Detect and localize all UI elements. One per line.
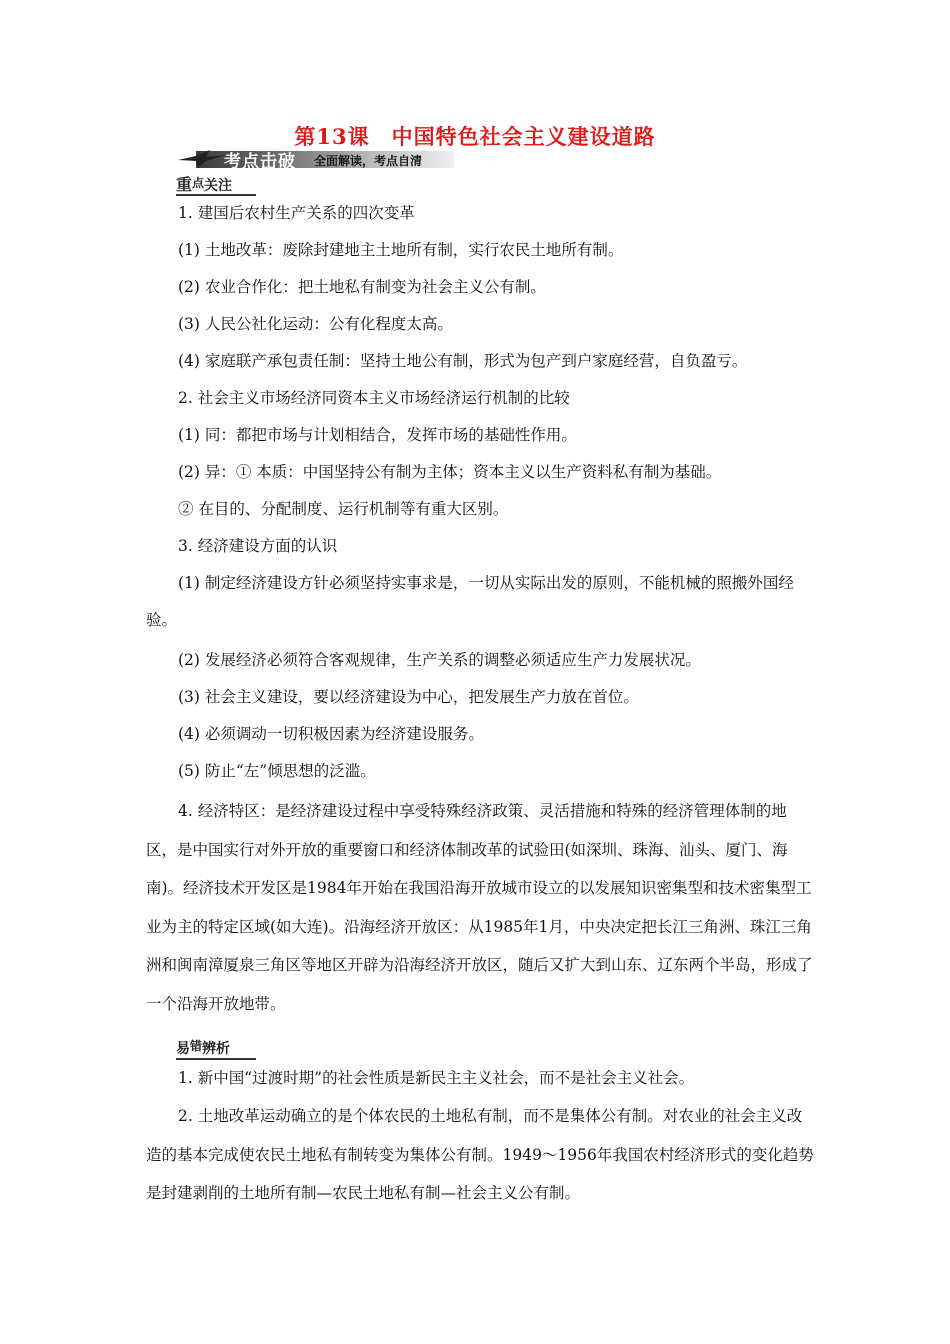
paragraph: (3) 社会主义建设，要以经济建设为中心，把发展生产力放在首位。 — [178, 688, 639, 706]
banner-subtitle: 全面解读，考点自清 — [314, 154, 423, 168]
paragraph: (4) 必须调动一切积极因素为经济建设服务。 — [178, 725, 484, 743]
paragraph: (1) 土地改革：废除封建地主土地所有制，实行农民土地所有制。 — [178, 241, 624, 259]
paragraph: (5) 防止“左”倾思想的泛滥。 — [178, 762, 376, 780]
paragraph: 2. 土地改革运动确立的是个体农民的土地私有制，而不是集体公有制。对农业的社会主义改造的基本完成使农民土地私有制转变为集体公有制。1949～1956年我国农村经济形式的变化趋势是封建剥削的土地所有制—农民土地私有制—社会主义公有制。 — [146, 1107, 814, 1202]
section-banner — [176, 146, 454, 172]
paragraph: (2) 异：① 本质：中国坚持公有制为主体；资本主义以生产资料私有制为基础。 — [178, 463, 722, 481]
paragraph: (2) 发展经济必须符合客观规律，生产关系的调整必须适应生产力发展状况。 — [178, 651, 701, 669]
paragraph: (1) 制定经济建设方针必须坚持实事求是，一切从实际出发的原则，不能机械的照搬外国经验。 — [146, 574, 794, 629]
paragraph: (1) 同：都把市场与计划相结合，发挥市场的基础性作用。 — [178, 426, 577, 444]
paragraph: (4) 家庭联产承包责任制：坚持土地公有制，形式为包产到户家庭经营，自负盈亏。 — [178, 352, 748, 370]
paragraph: 1. 新中国“过渡时期”的社会性质是新民主主义社会，而不是社会主义社会。 — [178, 1069, 695, 1087]
paragraph: 2. 社会主义市场经济同资本主义市场经济运行机制的比较 — [178, 389, 570, 407]
paragraph: ② 在目的、分配制度、运行机制等有重大区别。 — [178, 500, 509, 518]
paragraph: 1. 建国后农村生产关系的四次变革 — [178, 204, 415, 222]
paragraph: 3. 经济建设方面的认识 — [178, 537, 338, 555]
focus-heading: 重点关注 — [176, 172, 232, 195]
paragraph: (3) 人民公社化运动：公有化程度太高。 — [178, 315, 453, 333]
page-title: 第13课 中国特色社会主义建设道路 — [294, 124, 656, 149]
banner-label: 考点击破 — [224, 152, 296, 172]
errors-heading: 易错辨析 — [176, 1038, 230, 1058]
paragraph: (2) 农业合作化：把土地私有制变为社会主义公有制。 — [178, 278, 546, 296]
paragraph: 4. 经济特区：是经济建设过程中享受特殊经济政策、灵活措施和特殊的经济管理体制的地区，是中国实行对外开放的重要窗口和经济体制改革的试验田(如深圳、珠海、汕头、厦门、海南)。经济技术开发区是1984年开始在我国沿海开放城市设立的以发展知识密集型和技术密集型工业为主的特定区域(如大连)。沿海经济开放区：从1985年1月，中央决定把长江三角洲、珠江三角洲和闽南漳厦泉三角区等地区开辟为沿海经济开放区，随后又扩大到山东、辽东两个半岛，形成了一个沿海开放地带。 — [146, 802, 813, 1013]
